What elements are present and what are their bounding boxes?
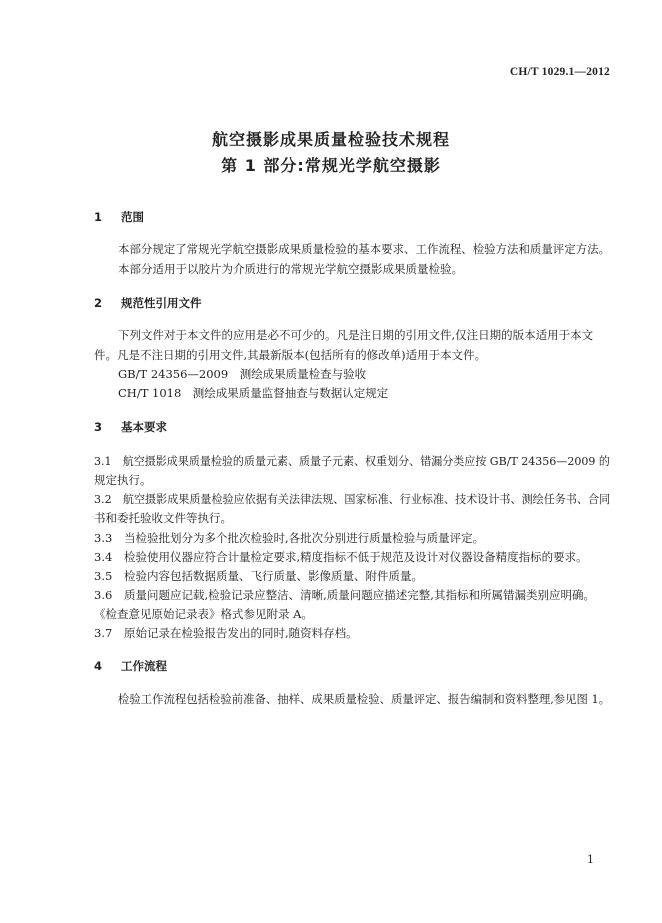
clause-number: 3.1 (94, 454, 112, 468)
clause-number: 3.5 (94, 569, 113, 583)
clause-3-1 (94, 451, 610, 471)
clause-3-4 (94, 547, 588, 567)
standard-code: CH/T 1029.1—2012 (509, 66, 610, 78)
paragraph: 本部分适用于以胶片为介质进行的常规光学航空摄影成果质量检验。 (118, 262, 463, 276)
document-title: 航空摄影成果质量检验技术规程 (211, 130, 450, 149)
clause-text: 检验内容包括数据质量、飞行质量、影像质量、附件质量。 (124, 569, 423, 583)
document-subtitle: 第 1 部分:常规光学航空摄影 (221, 156, 441, 175)
clause-number: 3.7 (94, 626, 113, 640)
clause-number: 3.6 (94, 588, 113, 602)
reference-item: GB/T 24356—2009 测绘成果质量检查与验收 (118, 367, 367, 381)
clause-number: 3.2 (94, 492, 112, 506)
clause-text: 当检验批划分为多个批次检验时,各批次分别进行质量检验与质量评定。 (124, 531, 485, 545)
clause-number: 3.3 (94, 531, 113, 545)
section-heading-4 (94, 658, 167, 674)
clause-continuation: 《检查意见原始记录表》格式参见附录 A。 (94, 607, 313, 621)
clause-number: 3.4 (94, 550, 113, 564)
clause-text: 原始记录在检验报告发出的同时,随资料存档。 (124, 626, 358, 640)
clause-3-5 (94, 566, 423, 586)
section-title: 工作流程 (121, 659, 167, 673)
clause-text: 质量问题应记载,检验记录应整洁、清晰,质量问题应描述完整,其指标和所属错漏类别应明确。 (124, 588, 595, 602)
paragraph: 本部分规定了常规光学航空摄影成果质量检验的基本要求、工作流程、检验方法和质量评定方法。 (118, 242, 611, 256)
section-title: 范围 (121, 210, 144, 224)
section-heading-3 (94, 419, 167, 435)
reference-item: CH/T 1018 测绘成果质量监督抽查与数据认定规定 (118, 386, 389, 400)
section-heading-1 (94, 209, 144, 225)
section-number: 2 (94, 296, 103, 310)
clause-text: 检验使用仪器应符合计量检定要求,精度指标不低于规范及设计对仪器设备精度指标的要求。 (124, 550, 588, 564)
section-number: 1 (94, 210, 103, 224)
paragraph: 检验工作流程包括检验前准备、抽样、成果质量检验、质量评定、报告编制和资料整理,参见图 1。 (118, 692, 611, 706)
clause-3-7 (94, 623, 358, 643)
paragraph-continuation: 件。凡是不注日期的引用文件,其最新版本(包括所有的修改单)适用于本文件。 (94, 348, 487, 362)
section-number: 3 (94, 420, 103, 434)
page-number: 1 (587, 853, 594, 866)
section-title: 基本要求 (121, 420, 167, 434)
clause-continuation: 书和委托验收文件等执行。 (94, 511, 232, 525)
clause-text: 航空摄影成果质量检验的质量元素、质量子元素、权重划分、错漏分类应按 GB/T 24356—2009 的 (122, 454, 610, 468)
section-heading-2 (94, 295, 202, 311)
clause-continuation: 规定执行。 (94, 473, 152, 487)
clause-text: 航空摄影成果质量检验应依据有关法律法规、国家标准、行业标准、技术设计书、测绘任务书、合同 (122, 492, 611, 506)
clause-3-3 (94, 528, 484, 548)
section-number: 4 (94, 659, 103, 673)
clause-3-2 (94, 489, 610, 509)
paragraph: 下列文件对于本文件的应用是必不可少的。凡是注日期的引用文件,仅注日期的版本适用于本文 (118, 328, 594, 342)
section-title: 规范性引用文件 (121, 296, 202, 310)
clause-3-6 (94, 585, 595, 605)
